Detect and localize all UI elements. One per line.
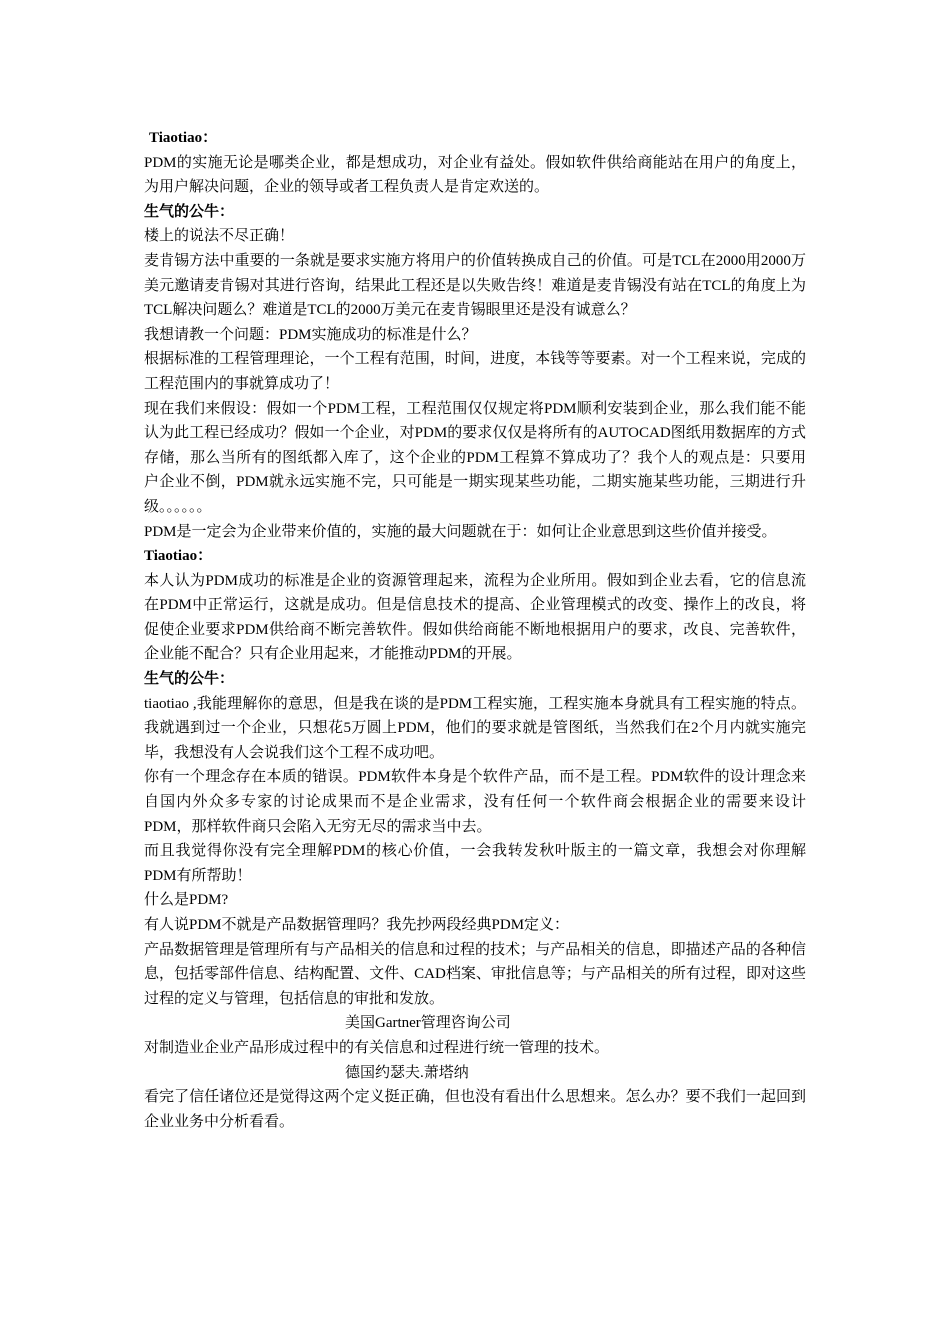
paragraph: 麦肯锡方法中重要的一条就是要求实施方将用户的价值转换成自己的价值。可是TCL在2000用2000万美元邀请麦肯锡对其进行咨询，结果此工程还是以失败告终！难道是麦肯锡没有站在TCL的角度上为TCL解决问题么？难道是TCL的2000万美元在麦肯锡眼里还是没有诚意么？ (144, 252, 806, 319)
paragraph: 有人说PDM不就是产品数据管理吗？我先抄两段经典PDM定义： (144, 917, 570, 933)
speaker-label: Tiaotiao： (149, 130, 218, 146)
paragraph: 你有一个理念存在本质的错误。PDM软件本身是个软件产品，而不是工程。PDM软件的设计理念来自国内外众多专家的讨论成果而不是企业需求，没有任何一个软件商会根据企业的需要来设计PDM，那样软件商只会陷入无穷无尽的需求当中去。 (144, 769, 806, 835)
paragraph: 产品数据管理是管理所有与产品相关的信息和过程的技术；与产品相关的信息，即描述产品的各种信息，包括零部件信息、结构配置、文件、CAD档案、审批信息等；与产品相关的所有过程，即对这些过程的定义与管理，包括信息的审批和发放。 (144, 941, 806, 1007)
paragraph: 什么是PDM? (144, 892, 229, 909)
document-page (144, 126, 806, 1134)
attribution: 美国Gartner管理咨询公司 (345, 1015, 511, 1032)
paragraph: 本人认为PDM成功的标准是企业的资源管理起来，流程为企业所用。假如到企业去看，它的信息流在PDM中正常运行，这就是成功。但是信息技术的提高、企业管理模式的改变、操作上的改良，将促使企业要求PDM供给商不断完善软件。假如供给商能不断地根据用户的要求，改良、完善软件，企业能不配合？只有企业用起来，才能推动PDM的开展。 (144, 572, 806, 663)
speaker-label: 生气的公牛： (144, 203, 235, 220)
paragraph: 楼上的说法不尽正确！ (144, 228, 295, 245)
attribution: 德国约瑟夫.萧塔纳 (345, 1064, 469, 1081)
paragraph: 现在我们来假设：假如一个PDM工程，工程范围仅仅规定将PDM顺利安装到企业，那么我们能不能认为此工程已经成功？假如一个企业，对PDM的要求仅仅是将所有的AUTOCAD图纸用数据库的方式存储，那么当所有的图纸都入库了，这个企业的PDM工程算不算成功了？我个人的观点是：只要用户企业不倒，PDM就永远实施不完，只可能是一期实现某些功能，二期实施某些功能，三期进行升级。。。。。。 (144, 400, 806, 515)
paragraph: PDM的实施无论是哪类企业，都是想成功，对企业有益处。假如软件供给商能站在用户的角度上，为用户解决问题，企业的领导或者工程负责人是肯定欢送的。 (144, 154, 806, 196)
paragraph: tiaotiao ,我能理解你的意思，但是我在谈的是PDM工程实施，工程实施本身就具有工程实施的特点。我就遇到过一个企业，只想花5万圆上PDM，他们的要求就是管图纸，当然我们在2个月内就实施完毕，我想没有人会说我们这个工程不成功吧。 (144, 695, 806, 761)
paragraph: 根据标准的工程管理理论，一个工程有范围，时间，进度，本钱等等要素。对一个工程来说，完成的工程范围内的事就算成功了！ (144, 351, 806, 392)
paragraph: 对制造业企业产品形成过程中的有关信息和过程进行统一管理的技术。 (144, 1039, 610, 1056)
paragraph: 我想请教一个问题：PDM实施成功的标准是什么？ (144, 326, 477, 343)
paragraph: PDM是一定会为企业带来价值的，实施的最大问题就在于：如何让企业意思到这些价值并接受。 (144, 523, 777, 540)
paragraph: 而且我觉得你没有完全理解PDM的核心价值，一会我转发秋叶版主的一篇文章，我想会对你理解PDM有所帮助！ (144, 843, 806, 884)
speaker-label: Tiaotiao： (144, 548, 213, 565)
paragraph: 看完了信任诸位还是觉得这两个定义挺正确，但也没有看出什么思想来。怎么办？要不我们一起回到企业业务中分析看看。 (144, 1089, 806, 1130)
speaker-label: 生气的公牛： (144, 671, 235, 688)
